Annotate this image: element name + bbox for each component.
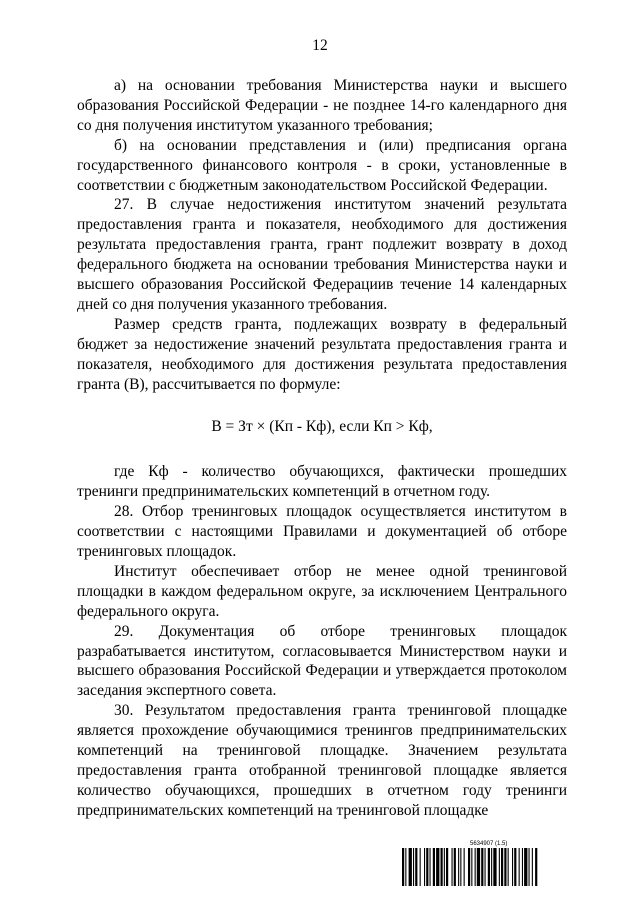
paragraph-subitem-b: б) на основании представления и (или) предписания органа государственного финансового контроля - в сроки, установленные в соответствии с бюджетным законодательством Российской Федерации. [77, 136, 567, 194]
paragraph-item-28: 28. Отбор тренинговых площадок осуществляется институтом в соответствии с настоящими Правилами и документацией об отборе тренинговых площадок. [77, 503, 567, 561]
page-number: 12 [312, 37, 328, 54]
paragraph-subitem-a: а) на основании требования Министерства науки и высшего образования Российской Федерации - не позднее 14-го календарного дня со дня получения институтом указанного требования; [77, 77, 567, 134]
document-barcode [402, 840, 584, 888]
paragraph-refund-amount: Размер средств гранта, подлежащих возврату в федеральный бюджет за недостижение значений результата предоставления гранта и показателя, необходимого для достижения результата предоставления гранта (В), рассчитывается по формуле: [77, 315, 567, 393]
barcode-icon [402, 848, 584, 886]
paragraph-item-30: 30. Результатом предоставления гранта тренинговой площадке является прохождение обучающимися тренингов предпринимательских компетенций на тренинговой площадке. Значением результата предоставления гранта отобранной тренинговой площадке является количество обучающихся, прошедших в отчетном году тренинги предпринимательских компетенций на тренинговой площадке [77, 702, 567, 819]
paragraph-selection-per-district: Институт обеспечивает отбор не менее одной тренинговой площадки в каждом федеральном округе, за исключением Центрального федерального округа. [77, 562, 567, 620]
paragraph-item-27: 27. В случае недостижения институтом значений результата предоставления гранта и показателя, необходимого для достижения результата предоставления гранта, грант подлежит возврату в доход федерального бюджета на основании требования Министерства науки и высшего образования Российской Федерациив течение 14 календарных дней со дня получения указанного требования. [77, 196, 567, 313]
document-body [77, 76, 567, 821]
paragraph-item-29: 29. Документация об отборе тренинговых площадок разрабатывается институтом, согласовывается Министерством науки и высшего образования Российской Федерации и утверждается протоколом заседания экспертного совета. [77, 622, 567, 700]
paragraph-formula-legend: где Кф - количество обучающихся, фактически прошедших тренинги предпринимательских компетенций в отчетном году. [77, 463, 567, 501]
refund-formula: В = Зт × (Кп - Кф), если Кп > Кф, [211, 417, 433, 435]
barcode-caption: 5634907 (1.5) [470, 841, 508, 847]
